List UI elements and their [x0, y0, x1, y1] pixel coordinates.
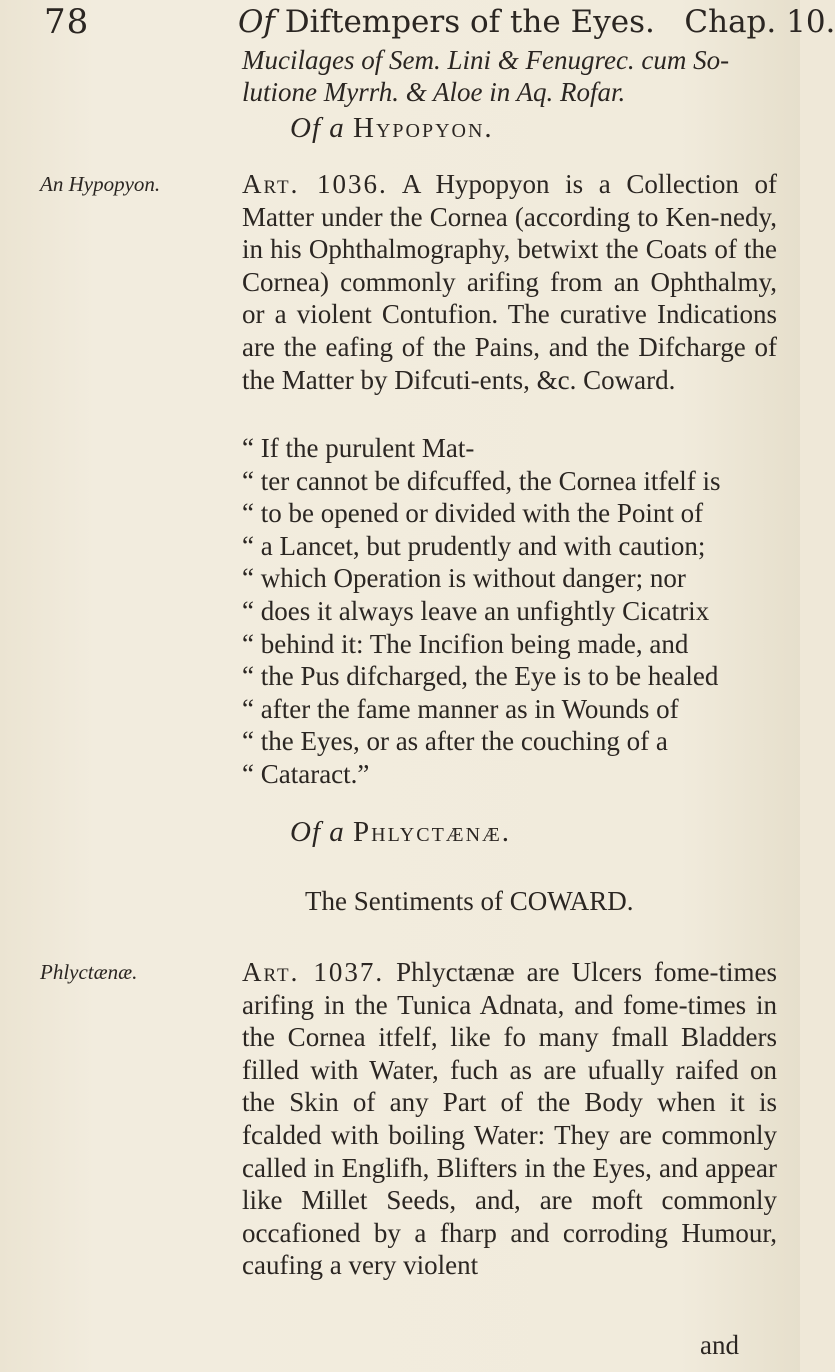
- paragraph: A Hypopyon is a Collection of Matter under the Cornea (according to Ken-nedy, in his Ophthalmography, betwixt the Coats of the Cornea) commonly arifing from an Ophthalmy, or a violent Contufion. The curative Indications are the eafing of the Pains, and the Difcharge of the Matter by Difcuti-ents, &c. Coward.: [242, 169, 777, 395]
- margin-note-hypopyon: An Hypopyon.: [40, 172, 161, 196]
- running-head-title: Diftempers of the Eyes.: [284, 4, 655, 40]
- heading-prefix: Of a: [290, 112, 345, 144]
- article-1037: [242, 956, 777, 1282]
- running-head: [238, 4, 835, 40]
- quote-block: [242, 432, 777, 791]
- intro-text: Mucilages of Sem. Lini & Fenugrec. cum So-lutione Myrrh. & Aloe in Aq. Rofar.: [242, 45, 730, 107]
- section-heading-hypopyon: [290, 112, 770, 145]
- page-number: 78: [44, 2, 90, 42]
- margin-note-phlyctaenae: Phlyctænæ.: [40, 960, 138, 984]
- quote-line: “ which Operation is without danger; nor: [242, 563, 686, 594]
- article-1036: [242, 168, 777, 396]
- quote-line: “ the Pus difcharged, the Eye is to be healed: [242, 661, 719, 692]
- quote-line: “ does it always leave an unfightly Cicatrix: [242, 595, 710, 626]
- art-label: Art. 1036.: [242, 169, 388, 199]
- quote-line: “ Cataract.”: [242, 758, 370, 789]
- quote-line: “ ter cannot be difcuffed, the Cornea itfelf is: [242, 465, 721, 496]
- heading-title: Phlyctænæ.: [353, 816, 512, 848]
- quote-line: “ after the fame manner as in Wounds of: [242, 693, 679, 724]
- running-head-prefix: Of: [238, 4, 275, 40]
- quote-line: “ the Eyes, or as after the couching of a: [242, 726, 668, 757]
- running-head-chapter: Chap. 10.: [684, 4, 835, 40]
- quote-line: “ behind it: The Incifion being made, and: [242, 628, 689, 659]
- catchword: and: [700, 1330, 739, 1360]
- quote-line: “ If the purulent Mat-: [242, 433, 475, 463]
- quote-line: “ a Lancet, but prudently and with caution;: [242, 530, 706, 561]
- section-heading-phlyctaenae: [290, 816, 770, 849]
- art-label: Art. 1037.: [242, 957, 385, 987]
- heading-prefix: Of a: [290, 816, 345, 848]
- paragraph: Phlyctænæ are Ulcers fome-times arifing in the Tunica Adnata, and fome-times in the Cornea itfelf, like fo many fmall Bladders filled with Water, fuch as are ufually raifed on the Skin of any Part of the Body when it is fcalded with boiling Water: They are commonly called in Englifh, Blifters in the Eyes, and appear like Millet Seeds, and, are moft commonly occafioned by a fharp and corroding Humour, caufing a very violent: [242, 957, 777, 1281]
- quote-line: “ to be opened or divided with the Point of: [242, 498, 704, 529]
- subheading: The Sentiments of COWARD.: [305, 886, 634, 916]
- heading-title: Hypopyon.: [353, 112, 494, 144]
